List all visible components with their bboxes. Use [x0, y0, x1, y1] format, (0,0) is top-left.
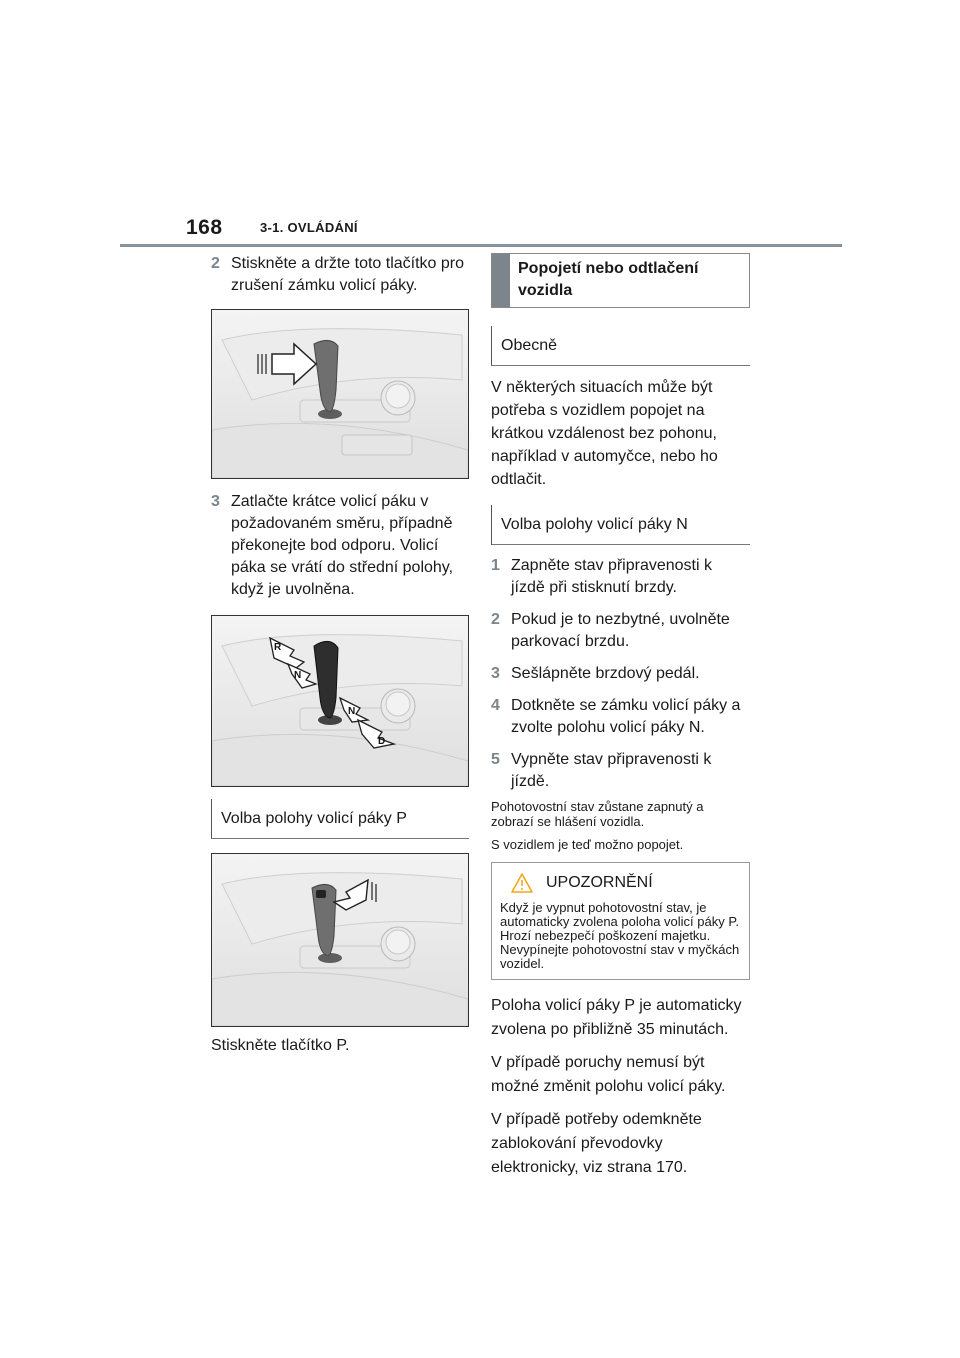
step-number: 5 — [491, 751, 500, 768]
step-item — [491, 555, 750, 599]
step-number: 2 — [491, 611, 500, 628]
general-text: V některých situacích může být potřeba s vozidlem popojet na krátkou vzdálenost bez pohonu, například v automyčce, nebo ho odtlačit. — [491, 379, 718, 488]
step-number: 3 — [211, 493, 220, 510]
note-standby: Pohotovostní stav zůstane zapnutý a zobrazí se hlášení vozidla. — [491, 799, 704, 829]
subhead-general: Obecně — [491, 326, 750, 366]
warning-header — [500, 869, 741, 897]
topic-accent-bar — [492, 254, 510, 307]
topic-header — [491, 253, 750, 308]
header-rule — [120, 244, 842, 247]
left-column — [211, 253, 469, 1066]
section-title: 3-1. OVLÁDÁNÍ — [260, 220, 358, 235]
subhead-select-p: Volba polohy volicí páky P — [211, 799, 469, 839]
step-text: Vypněte stav připravenosti k jízdě. — [511, 751, 712, 790]
step-text: Stiskněte a držte toto tlačítko pro zrušení zámku volicí páky. — [231, 255, 465, 294]
topic-title: Popojetí nebo odtlačení vozidla — [518, 260, 699, 299]
shifter-illustration-3 — [212, 854, 468, 1026]
step-number: 2 — [211, 255, 220, 272]
shift-label-n-up: N — [294, 670, 302, 681]
shifter-illustration-2 — [212, 616, 468, 786]
press-p-instruction: Stiskněte tlačítko P. — [211, 1037, 350, 1054]
step-number: 1 — [491, 557, 500, 574]
warning-title: UPOZORNĚNÍ — [546, 874, 653, 891]
page-number: 168 — [186, 216, 223, 239]
shift-label-r: R — [274, 642, 282, 653]
step-text: Zatlačte krátce volicí páku v požadovaném směru, případně překonejte bod odporu. Volicí páka se vrátí do střední polohy, když je uvolněna. — [231, 493, 454, 598]
figure-lock-release — [211, 309, 469, 479]
figure-p-button — [211, 853, 469, 1027]
step-text: Dotkněte se zámku volicí páky a zvolte polohu volicí páky N. — [511, 697, 741, 736]
step-item — [491, 749, 750, 793]
warning-triangle-icon — [510, 872, 534, 894]
shift-label-n-down: N — [348, 706, 356, 717]
step-text: Pokud je to nezbytné, uvolněte parkovací brzdu. — [511, 611, 730, 650]
step-2 — [211, 253, 469, 297]
step-item — [491, 609, 750, 653]
figure-shift-directions — [211, 615, 469, 787]
step-text: Sešlápněte brzdový pedál. — [511, 665, 700, 682]
step-item — [491, 695, 750, 739]
step-3 — [211, 491, 469, 601]
right-column — [491, 253, 750, 1189]
subhead-select-n: Volba polohy volicí páky N — [491, 505, 750, 545]
step-number: 3 — [491, 665, 500, 682]
step-text: Zapněte stav připravenosti k jízdě při stisknutí brzdy. — [511, 557, 712, 596]
warning-text: Když je vypnut pohotovostní stav, je automaticky zvolena poloha volicí páky P. Hrozí nebezpečí poškození majetku. Nevypínejte pohotovostní stav v myčkách vozidel. — [500, 900, 740, 971]
step-item — [491, 663, 750, 685]
shift-label-d: D — [378, 736, 386, 747]
para-malfunction: V případě poruchy nemusí být možné změnit polohu volicí páky. — [491, 1054, 726, 1095]
para-auto-p: Poloha volicí páky P je automaticky zvolena po přibližně 35 minutách. — [491, 997, 742, 1038]
step-number: 4 — [491, 697, 500, 714]
steps-list — [491, 555, 750, 793]
note-can-move: S vozidlem je teď možno popojet. — [491, 837, 684, 852]
shifter-illustration-1 — [212, 310, 468, 478]
para-unlock: V případě potřeby odemkněte zablokování převodovky elektronicky, viz strana 170. — [491, 1111, 702, 1176]
warning-box — [491, 862, 750, 980]
